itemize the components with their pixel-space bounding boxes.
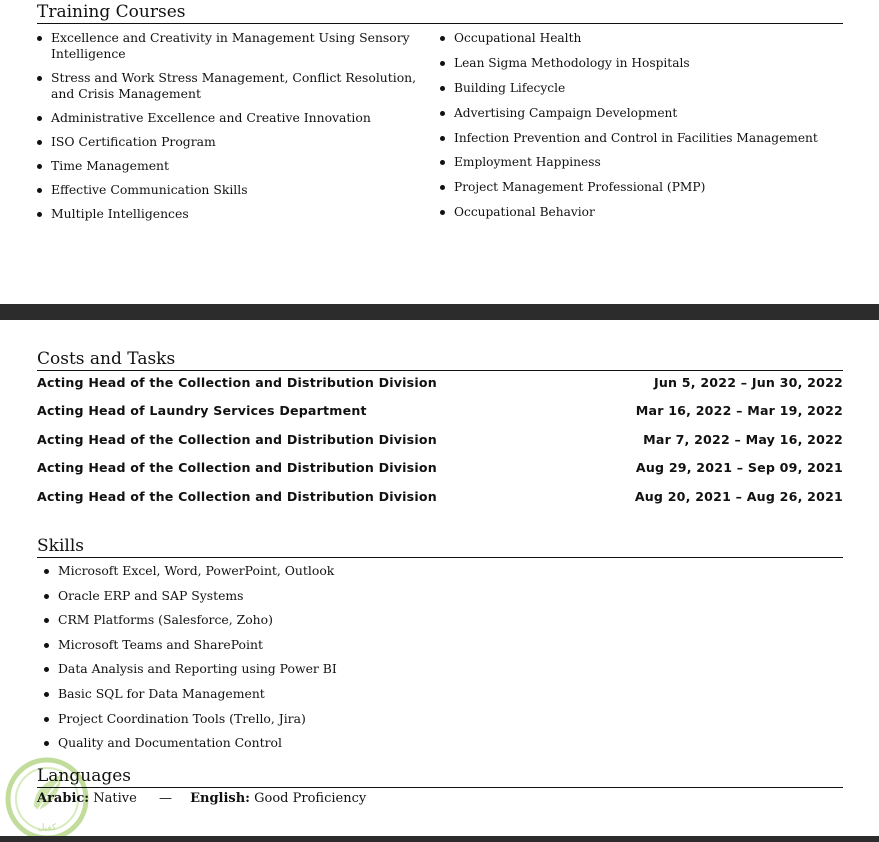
bullet-icon: [440, 36, 445, 41]
bullet-icon: [37, 76, 42, 81]
list-item: [440, 154, 843, 170]
task-role: Acting Head of the Collection and Distribution Division: [37, 460, 437, 475]
bullet-icon: [440, 136, 445, 141]
list-item: [37, 30, 427, 62]
training-courses-heading: Training Courses: [37, 2, 843, 24]
list-item-text: Stress and Work Stress Management, Conflict Resolution, and Crisis Management: [51, 70, 417, 101]
list-item-text: Basic SQL for Data Management: [58, 685, 265, 701]
list-item: [44, 735, 337, 751]
skills-heading: Skills: [37, 536, 843, 558]
task-dates: Aug 29, 2021 – Sep 09, 2021: [635, 460, 843, 475]
bullet-icon: [440, 61, 445, 66]
language-separator: —: [158, 791, 172, 806]
list-item-text: Administrative Excellence and Creative Innovation: [51, 110, 371, 125]
list-item: [44, 612, 337, 628]
task-row: [37, 375, 843, 393]
list-item-text: Employment Happiness: [454, 155, 601, 170]
language-name: Arabic:: [37, 791, 90, 806]
list-item-text: Building Lifecycle: [454, 80, 566, 95]
list-item: [37, 134, 427, 150]
language-level: Native: [93, 791, 137, 806]
list-item-text: Oracle ERP and SAP Systems: [58, 587, 244, 603]
list-item-text: Project Coordination Tools (Trello, Jira): [58, 710, 306, 726]
languages-line: [37, 791, 366, 806]
task-role: Acting Head of the Collection and Distribution Division: [37, 432, 437, 447]
task-row: [37, 460, 843, 478]
list-item-text: Data Analysis and Reporting using Power BI: [58, 661, 337, 677]
training-courses-left-list: [37, 30, 427, 230]
task-row: [37, 403, 843, 421]
task-role: Acting Head of the Collection and Distribution Division: [37, 489, 437, 504]
task-role: Acting Head of the Collection and Distribution Division: [37, 375, 437, 390]
bullet-icon: [37, 188, 42, 193]
task-row: [37, 489, 843, 507]
list-item-text: Time Management: [51, 158, 169, 173]
language-level: Good Proficiency: [254, 791, 367, 806]
languages-heading: Languages: [37, 766, 843, 788]
bullet-icon: [44, 717, 49, 722]
skills-list: [44, 563, 337, 760]
task-dates: Mar 16, 2022 – Mar 19, 2022: [635, 403, 843, 418]
list-item: [440, 105, 843, 121]
list-item: [44, 711, 337, 727]
bullet-icon: [44, 569, 49, 574]
list-item-text: ISO Certification Program: [51, 134, 216, 149]
list-item-text: Microsoft Teams and SharePoint: [58, 636, 263, 652]
list-item-text: Microsoft Excel, Word, PowerPoint, Outlook: [58, 563, 335, 578]
task-dates: Mar 7, 2022 – May 16, 2022: [643, 432, 843, 447]
costs-tasks-heading: Costs and Tasks: [37, 349, 843, 371]
list-item: [440, 204, 843, 220]
list-item-text: Advertising Campaign Development: [454, 105, 678, 120]
list-item: [440, 55, 843, 71]
bullet-icon: [37, 164, 42, 169]
list-item-text: Occupational Behavior: [454, 205, 595, 220]
page-separator: [0, 304, 879, 320]
list-item-text: Effective Communication Skills: [51, 182, 248, 197]
list-item: [37, 182, 427, 198]
list-item-text: Project Management Professional (PMP): [454, 180, 706, 195]
list-item-text: Lean Sigma Methodology in Hospitals: [454, 55, 690, 70]
list-item: [440, 30, 843, 46]
training-courses-right-list: [440, 30, 843, 229]
list-item: [37, 158, 427, 174]
list-item: [44, 661, 337, 677]
bullet-icon: [440, 111, 445, 116]
task-dates: Aug 20, 2021 – Aug 26, 2021: [634, 489, 843, 504]
list-item: [44, 588, 337, 604]
page-bottom-edge: [0, 836, 879, 842]
bullet-icon: [44, 692, 49, 697]
bullet-icon: [37, 36, 42, 41]
bullet-icon: [37, 140, 42, 145]
task-row: [37, 432, 843, 450]
bullet-icon: [37, 116, 42, 121]
list-item-text: Infection Prevention and Control in Facilities Management: [454, 130, 818, 145]
list-item: [37, 206, 427, 222]
list-item: [37, 70, 427, 102]
bullet-icon: [440, 86, 445, 91]
list-item: [440, 179, 843, 195]
bullet-icon: [44, 594, 49, 599]
page-one: [0, 0, 879, 305]
bullet-icon: [44, 643, 49, 648]
language-name: English:: [190, 791, 250, 806]
list-item: [44, 563, 337, 579]
list-item-text: Quality and Documentation Control: [58, 735, 282, 751]
list-item-text: Multiple Intelligences: [51, 206, 189, 221]
watermark-text: كفيل: [37, 823, 57, 833]
bullet-icon: [44, 741, 49, 746]
bullet-icon: [44, 618, 49, 623]
list-item-text: Excellence and Creativity in Management Using Sensory Intelligence: [51, 30, 410, 61]
list-item: [37, 110, 427, 126]
bullet-icon: [440, 210, 445, 215]
task-dates: Jun 5, 2022 – Jun 30, 2022: [654, 375, 843, 390]
list-item: [440, 130, 843, 146]
list-item-text: Occupational Health: [454, 31, 582, 45]
list-item: [440, 80, 843, 96]
list-item: [44, 686, 337, 702]
bullet-icon: [440, 185, 445, 190]
bullet-icon: [440, 160, 445, 165]
bullet-icon: [44, 667, 49, 672]
list-item: [44, 637, 337, 653]
bullet-icon: [37, 212, 42, 217]
task-role: Acting Head of Laundry Services Department: [37, 403, 367, 418]
list-item-text: CRM Platforms (Salesforce, Zoho): [58, 612, 273, 628]
